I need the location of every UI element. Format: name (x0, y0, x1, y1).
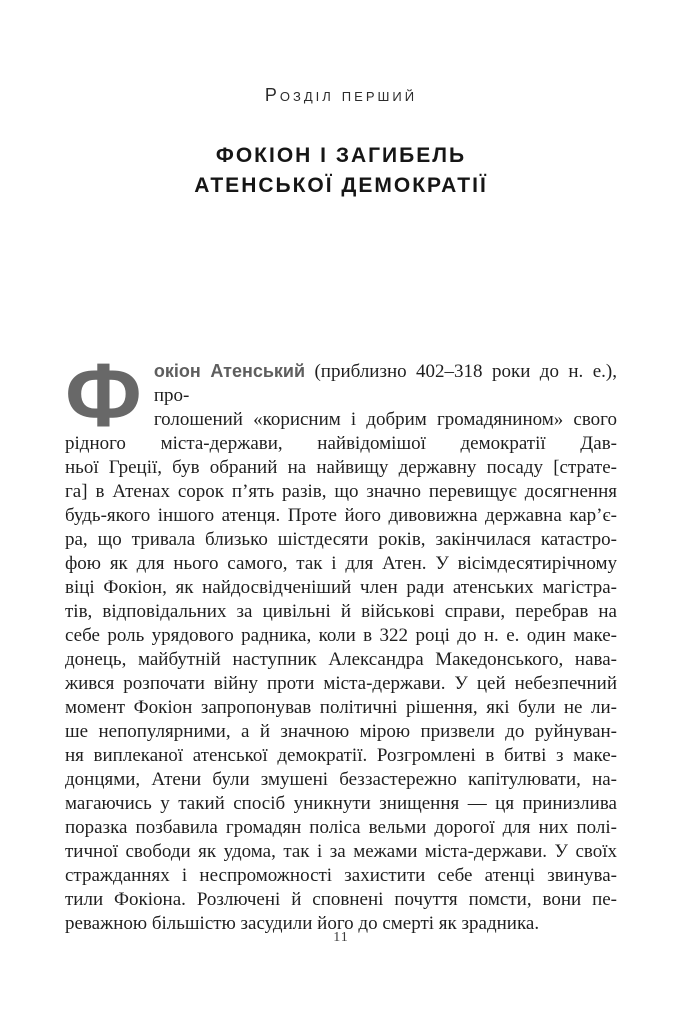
page-number: 11 (333, 930, 349, 945)
body-paragraph (65, 346, 617, 936)
body-line: тили Фокіона. Розлючені й сповнені почуття помсти, вони пе- (65, 889, 617, 910)
body-line-text: (приблизно 402–318 роки до н. е.), про- (153, 361, 617, 406)
body-line: магаючись у такий спосіб уникнути знищення — ця принизлива (65, 793, 617, 814)
title-line-1: ФОКІОН І ЗАГИБЕЛЬ (215, 144, 467, 167)
body-line: га] в Атенах сорок п’ять разів, що значно перевищує досягнення (65, 481, 617, 502)
body-line: себе роль урядового радника, коли в 322 році до н. е. один маке- (65, 625, 617, 646)
body-line: тичної свободи як удома, так і за межами міста-держави. У своїх (65, 841, 617, 862)
body-line: ра, що тривала близько шістдесяти років, закінчилася катастро- (65, 529, 617, 550)
body-line: жився розпочати війну проти міста-держави. У цей небезпечний (65, 673, 617, 694)
body-line: ше непопулярними, а й значною мірою призвели до руйнуван- (65, 721, 617, 742)
body-line: реважною більшістю засудили його до смерті як зрадника. (65, 913, 540, 934)
body-line: ньої Греції, був обраний на найвищу державну посаду [страте- (65, 457, 617, 478)
body-line: донцями, Атени були змушені беззастережно капітулювати, на- (65, 769, 617, 790)
body-line: голошений «корисним і добрим громадянином» свого (153, 409, 617, 430)
body-line: ня виплеканої атенської демократії. Розгромлені в битві з маке- (65, 745, 617, 766)
body-line: момент Фокіон запропонував політичні рішення, які були не ли- (65, 697, 617, 718)
body-line (65, 359, 617, 408)
body-line: поразка позбавила громадян поліса вельми дорогої для них полі- (65, 817, 617, 838)
body-line: будь-якого іншого атенця. Проте його дивовижна державна кар’є- (65, 505, 617, 526)
lead-in-name: окіон Атенський (153, 361, 306, 381)
chapter-label: Розділ перший (264, 85, 418, 105)
body-line: стражданнях і неспроможності захистити себе атенці звинува- (65, 865, 617, 886)
body-line: рідного міста-держави, найвідомішої демократії Дав- (65, 433, 617, 454)
drop-cap: Ф (65, 346, 142, 446)
body-line: донець, майбутній наступник Александра Македонського, нава- (65, 649, 617, 670)
body-line: тів, відповідальних за цивільні й військові справи, перебрав на (65, 601, 617, 622)
body-line: віці Фокіон, як найдосвідченіший член ради атенських магістра- (65, 577, 617, 598)
book-title (0, 141, 682, 201)
title-line-2: АТЕНСЬКОЇ ДЕМОКРАТІЇ (194, 174, 488, 197)
body-line: фою як для нього самого, так і для Атен. У вісімдесятирічному (65, 553, 617, 574)
